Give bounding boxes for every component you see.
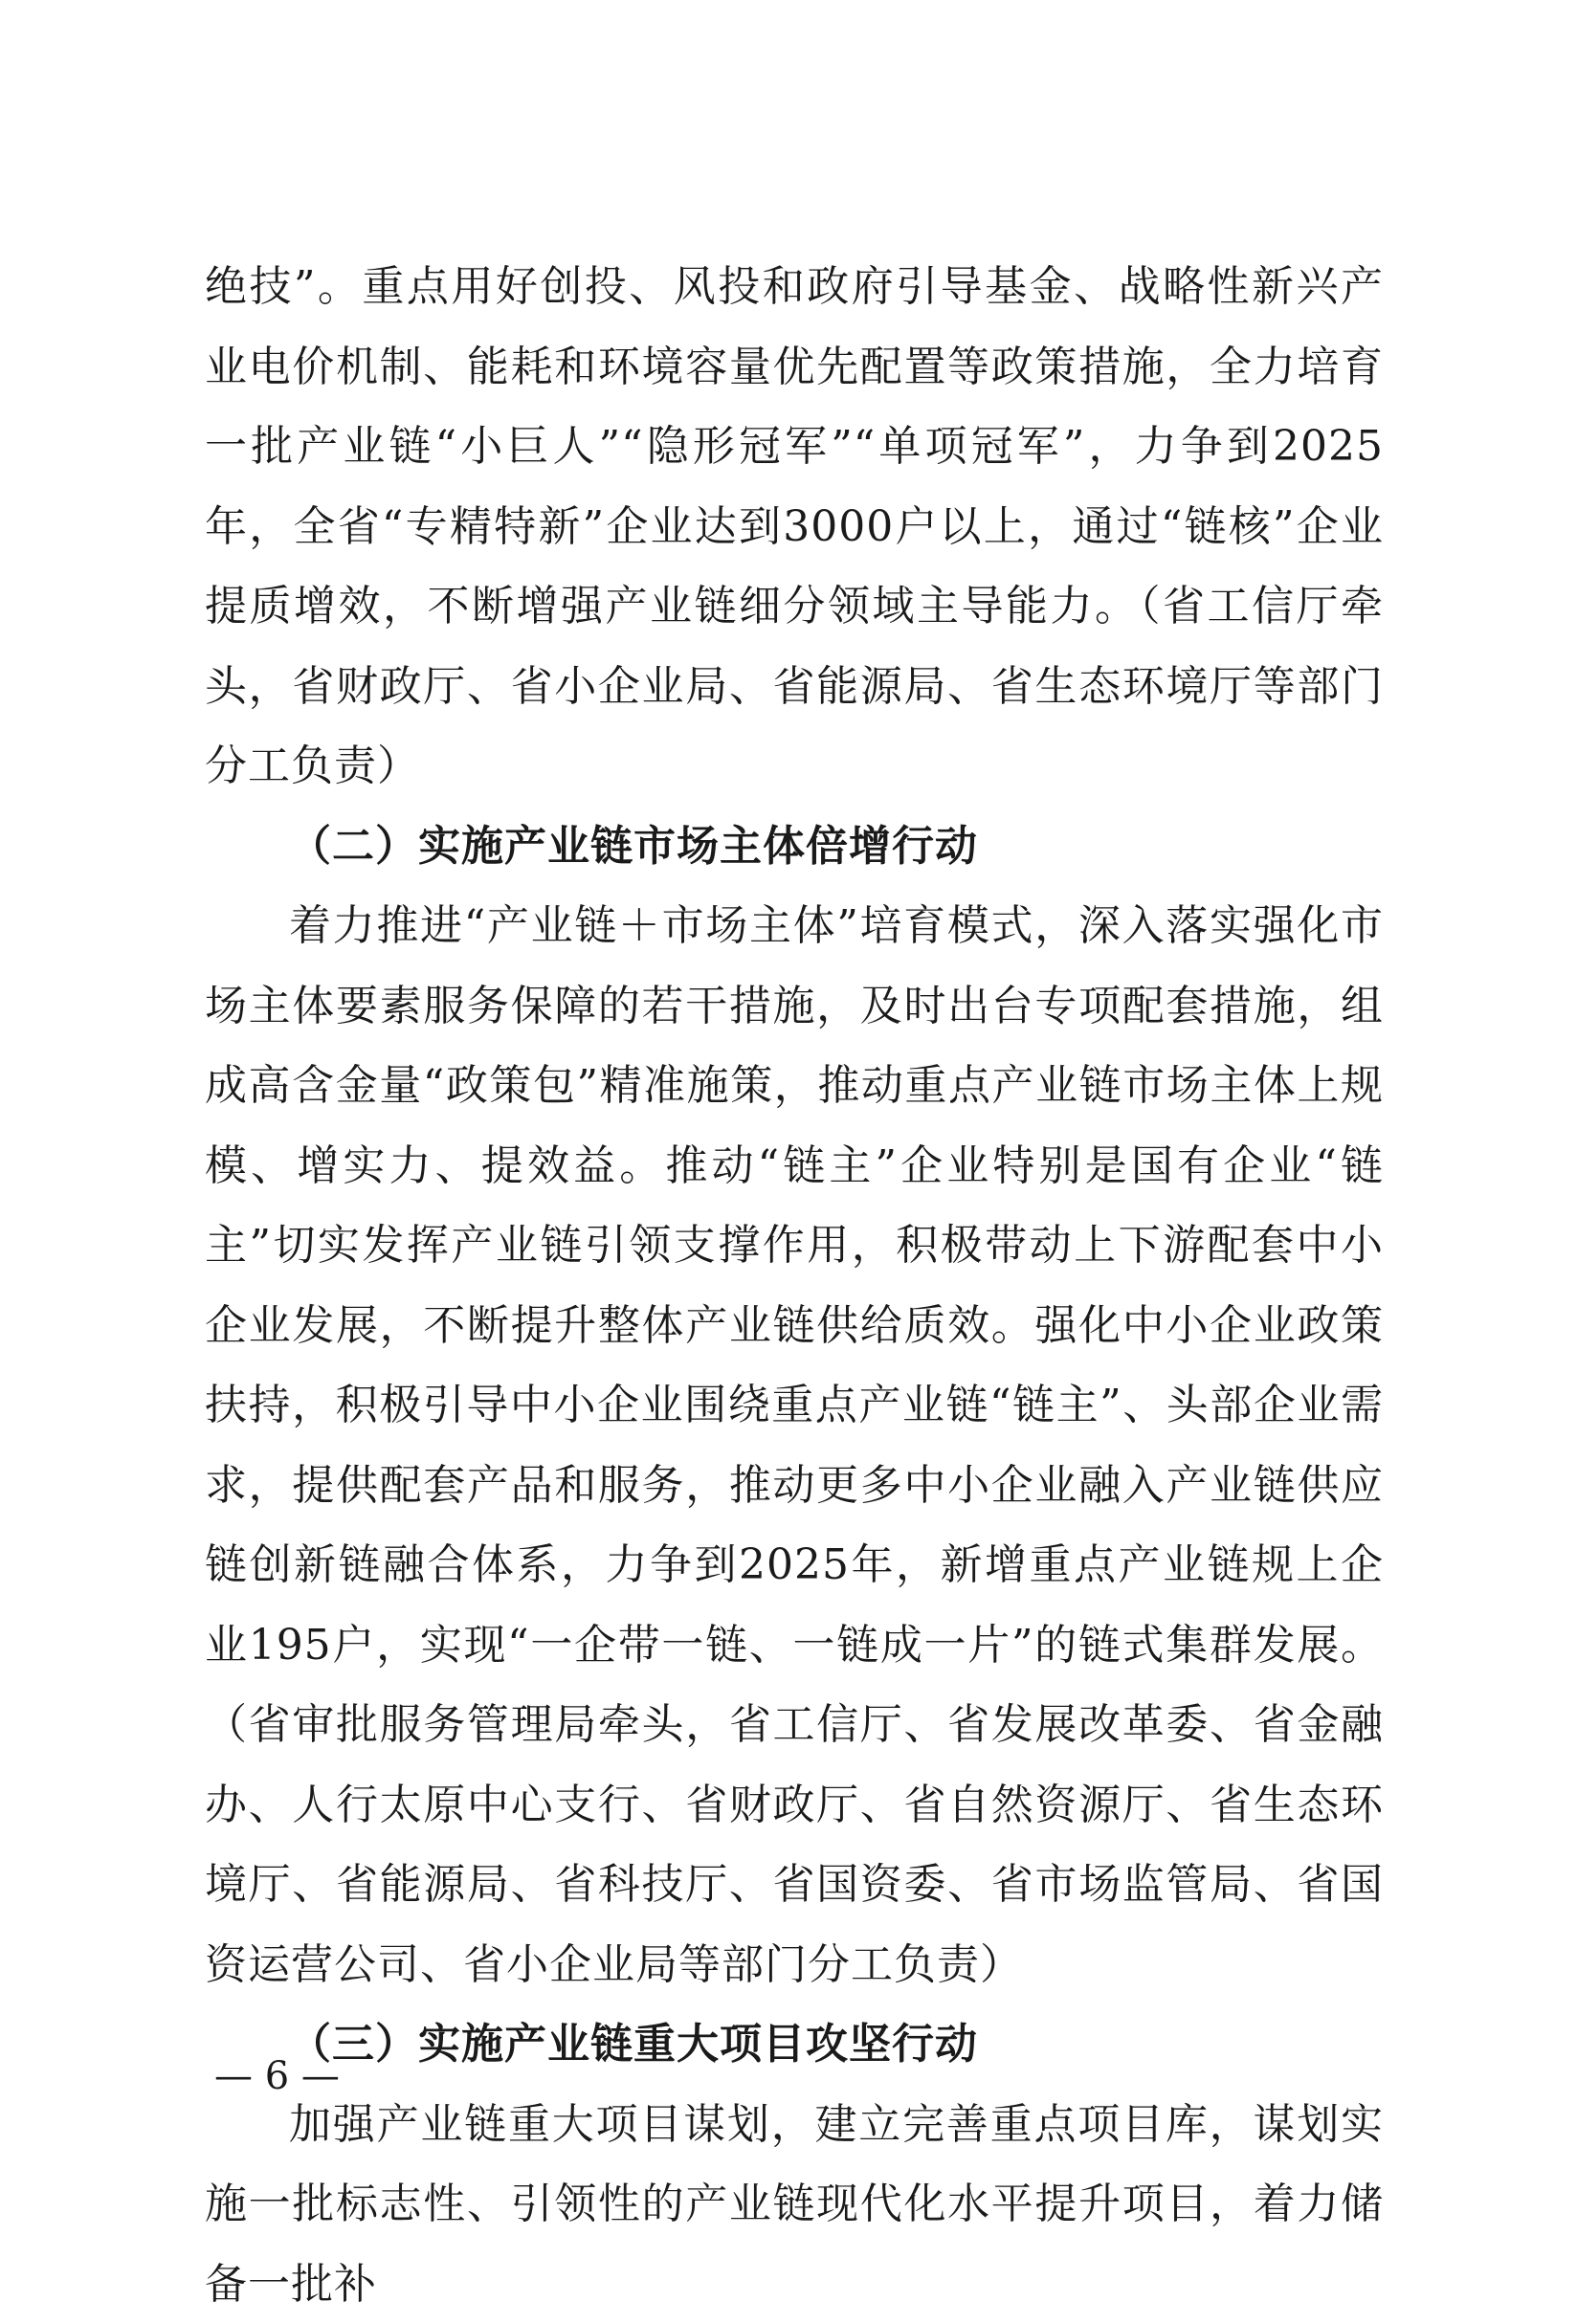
paragraph-2: 着力推进“产业链＋市场主体”培育模式，深入落实强化市场主体要素服务保障的若干措施，及时出台专项配套措施，组成高含金量“政策包”精准施策，推动重点产业链市场主体上规模、增实力、提效益。推动“链主”企业特别是国有企业“链主”切实发挥产业链引领支撑作用，积极带动上下游配套中小企业发展，不断提升整体产业链供给质效。强化中小企业政策扶持，积极引导中小企业围绕重点产业链“链主”、头部企业需求，提供配套产品和服务，推动更多中小企业融入产业链供应链创新链融合体系，力争到2025年，新增重点产业链规上企业195户，实现“一企带一链、一链成一片”的链式集群发展。（省审批服务管理局牵头，省工信厅、省发展改革委、省金融办、人行太原中心支行、省财政厅、省自然资源厅、省生态环境厅、省能源局、省科技厅、省国资委、省市场监管局、省国资运营公司、省小企业局等部门分工负责） [205, 886, 1384, 2004]
section-heading-3: （三）实施产业链重大项目攻坚行动 [205, 2004, 1384, 2085]
paragraph-1: 绝技”。重点用好创投、风投和政府引导基金、战略性新兴产业电价机制、能耗和环境容量优先配置等政策措施，全力培育一批产业链“小巨人”“隐形冠军”“单项冠军”，力争到2025年，全省“专精特新”企业达到3000户以上，通过“链核”企业提质增效，不断增强产业链细分领域主导能力。（省工信厅牵头，省财政厅、省小企业局、省能源局、省生态环境厅等部门分工负责） [205, 247, 1384, 807]
page-number: — 6 — [214, 2053, 340, 2099]
section-heading-2: （二）实施产业链市场主体倍增行动 [205, 807, 1384, 887]
paragraph-3: 加强产业链重大项目谋划，建立完善重点项目库，谋划实施一批标志性、引领性的产业链现代化水平提升项目，着力储备一批补 [205, 2085, 1384, 2324]
body-text [205, 247, 1384, 2324]
